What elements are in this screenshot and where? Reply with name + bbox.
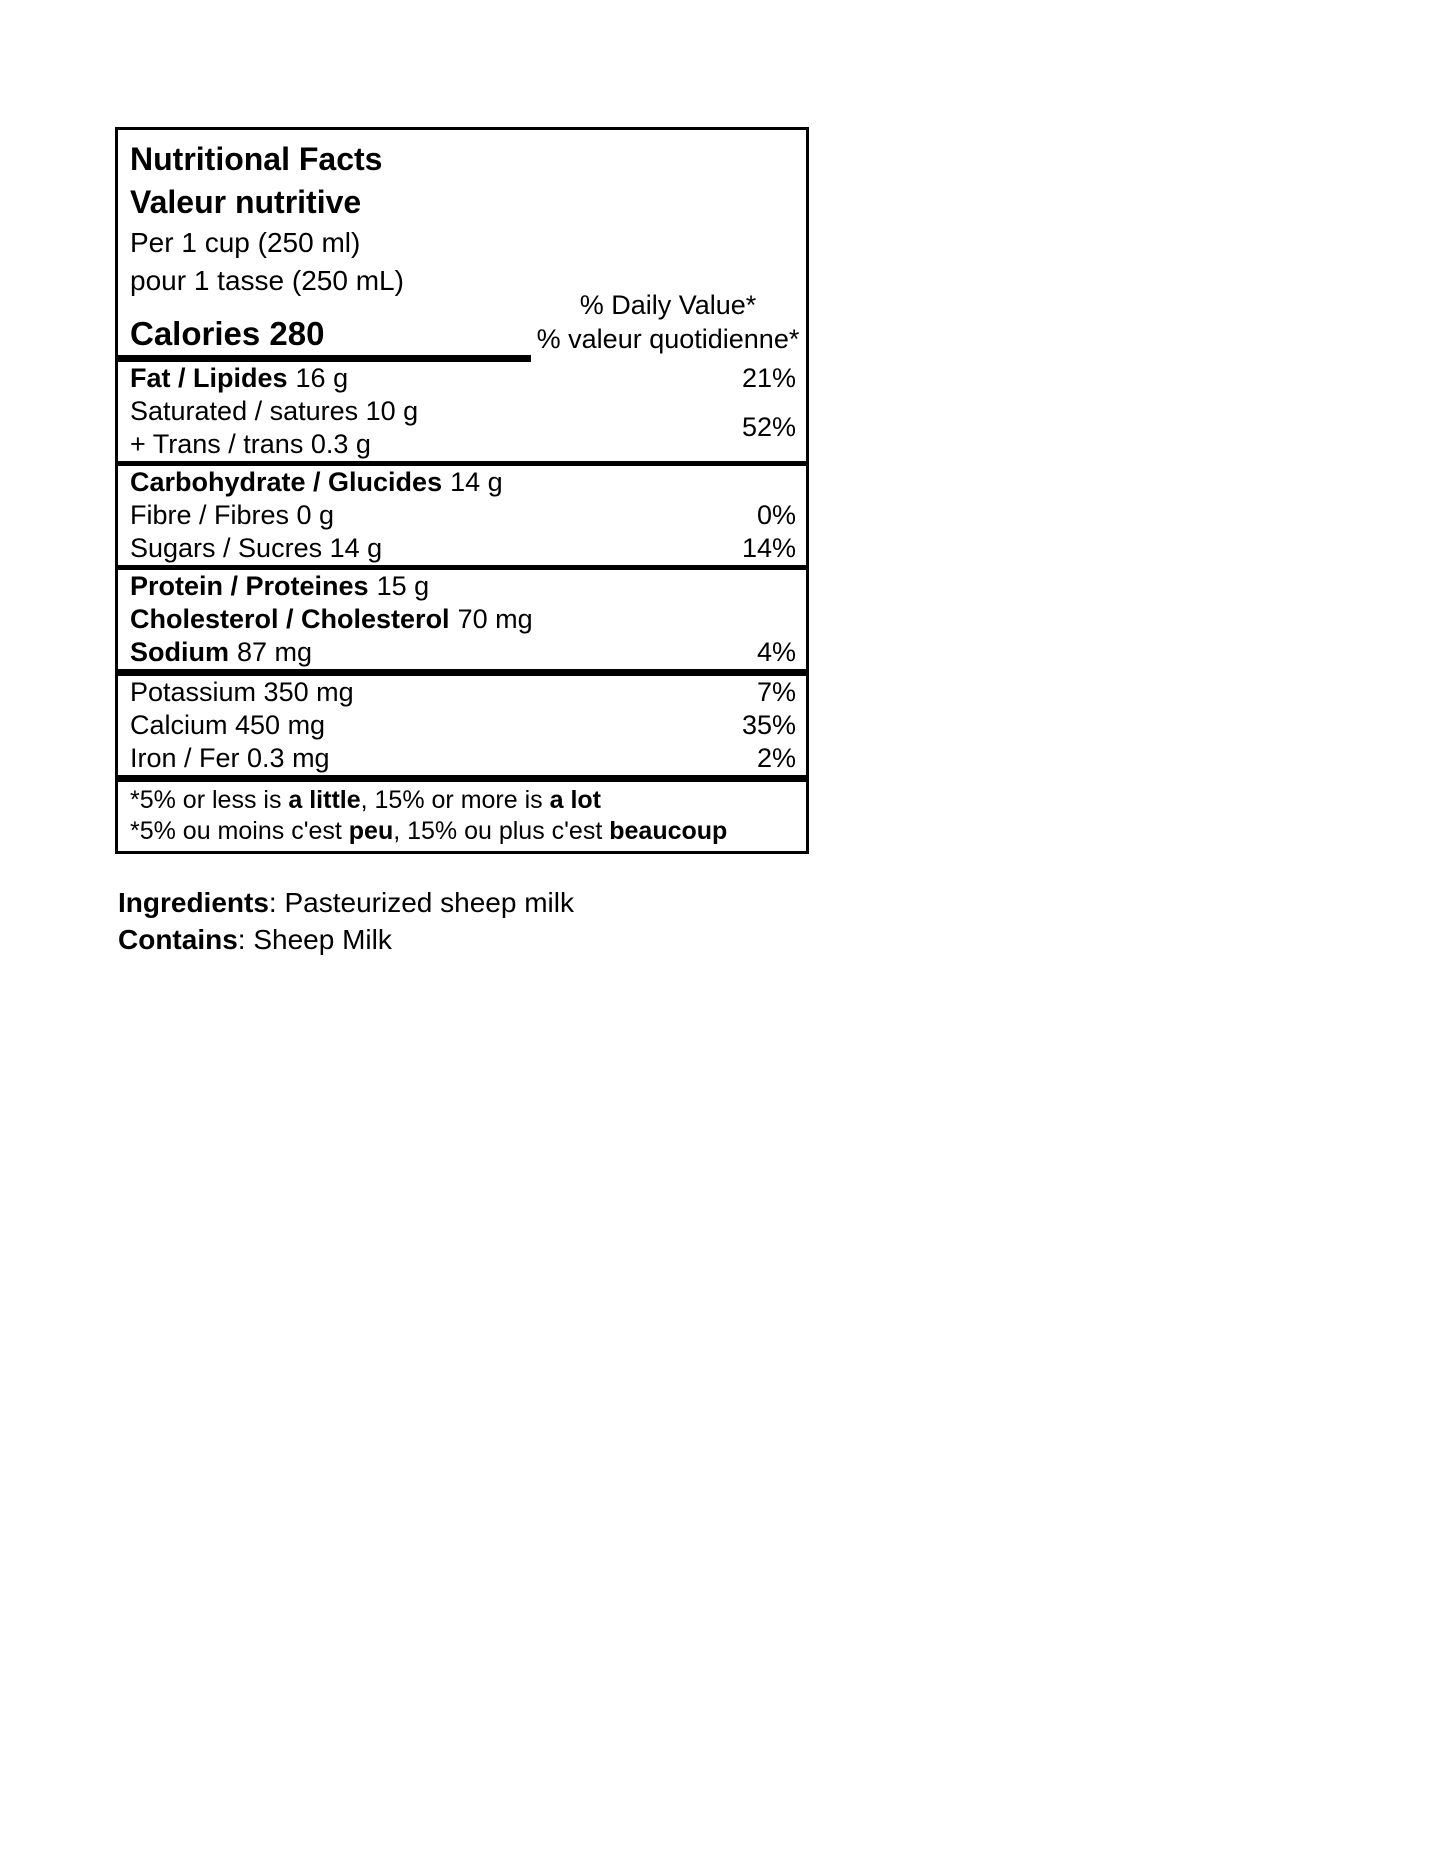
- contains-label: Contains: [118, 924, 238, 955]
- nutrient-label: [130, 532, 382, 565]
- ingredients-block: [118, 884, 574, 958]
- nutrient-amount: Potassium 350 mg: [130, 677, 354, 707]
- nutrient-amount: + Trans / trans 0.3 g: [130, 429, 371, 459]
- section-footnote: [118, 775, 806, 851]
- nutrient-row-protein: [118, 570, 806, 603]
- nutrient-label: [130, 499, 334, 532]
- nutrient-row-calcium: [118, 709, 806, 742]
- ingredients-label: Ingredients: [118, 887, 269, 918]
- daily-value-header-en: % Daily Value*: [579, 290, 757, 320]
- nutrient-row-sugars: [118, 532, 806, 565]
- label-header: [118, 130, 806, 362]
- calories-row: Calories 280: [130, 315, 325, 352]
- footnote-text: , 15% ou plus c'est: [393, 817, 610, 845]
- nutrient-label: [130, 395, 418, 428]
- section-minerals: [118, 669, 806, 775]
- nutrition-facts-label: [115, 127, 809, 854]
- dv-value-sugars: 14%: [741, 533, 796, 563]
- nutrient-name: Sodium: [130, 637, 229, 667]
- nutrient-amount: Saturated / satures 10 g: [130, 396, 419, 426]
- section-carbohydrate: [118, 461, 806, 565]
- nutrient-label: [130, 466, 503, 499]
- daily-value-header: [523, 288, 813, 356]
- nutrient-amount: 14 g: [450, 467, 503, 497]
- nutrient-amount: Calcium 450 mg: [130, 710, 326, 740]
- nutrient-amount: Iron / Fer 0.3 mg: [130, 743, 330, 773]
- dv-value-fibre: 0%: [756, 500, 796, 530]
- nutrient-row-fibre: [118, 499, 806, 532]
- footnote-text: *5% ou moins c'est: [130, 817, 349, 845]
- nutrient-row-fat: [118, 362, 806, 395]
- nutrient-amount: Sugars / Sucres 14 g: [130, 533, 383, 563]
- nutrient-amount: 87 mg: [237, 637, 313, 667]
- dv-value-calcium: 35%: [741, 710, 796, 740]
- nutrient-label: [130, 709, 325, 742]
- nutrient-row-trans: [118, 428, 806, 461]
- ingredients-line: [118, 884, 574, 921]
- nutrient-name: Fat / Lipides: [130, 363, 288, 393]
- footnote-fr: [130, 816, 794, 847]
- nutrient-row-iron: [118, 742, 806, 775]
- nutrient-amount: Fibre / Fibres 0 g: [130, 500, 335, 530]
- footnote-en: [130, 785, 794, 816]
- nutrient-amount: 15 g: [376, 571, 430, 601]
- nutrient-amount: 70 mg: [457, 604, 533, 634]
- nutrient-label: [130, 742, 330, 775]
- nutrient-amount: 16 g: [295, 363, 349, 393]
- nutrient-label: [130, 570, 429, 603]
- dv-value-fat: 21%: [741, 363, 796, 393]
- nutrient-label: [130, 428, 371, 461]
- dv-value-potassium: 7%: [756, 677, 796, 707]
- serving-size-en: Per 1 cup (250 ml): [130, 227, 361, 258]
- nutrient-label: [130, 636, 312, 669]
- footnote-text: *5% or less is: [130, 786, 289, 814]
- label-title-en: Nutritional Facts: [130, 141, 383, 177]
- dv-value-iron: 2%: [756, 743, 796, 773]
- footnote-text: beaucoup: [609, 817, 728, 845]
- calories-rule: [118, 355, 531, 362]
- contains-line: [118, 921, 574, 958]
- nutrient-label: [130, 603, 533, 636]
- section-fat: [118, 362, 806, 461]
- contains-value: : Sheep Milk: [237, 924, 392, 955]
- footnote-text: peu: [348, 817, 394, 845]
- nutrient-row-cholesterol: [118, 603, 806, 636]
- nutrient-name: Carbohydrate / Glucides: [130, 467, 443, 497]
- nutrient-name: Cholesterol / Cholesterol: [130, 604, 450, 634]
- section-protein: [118, 565, 806, 669]
- dv-value-sodium: 4%: [756, 637, 796, 667]
- nutrient-label: [130, 676, 354, 709]
- ingredients-value: : Pasteurized sheep milk: [268, 887, 574, 918]
- serving-size-fr: pour 1 tasse (250 mL): [130, 265, 404, 296]
- nutrient-row-saturated: [118, 395, 806, 428]
- footnote-text: a lot: [549, 786, 601, 814]
- daily-value-header-fr: % valeur quotidienne*: [536, 324, 800, 354]
- nutrient-name: Protein / Proteines: [130, 571, 369, 601]
- footnote-text: a little: [288, 786, 361, 814]
- label-title-fr: Valeur nutritive: [130, 184, 362, 220]
- nutrient-row-potassium: [118, 676, 806, 709]
- nutrient-label: [130, 362, 348, 395]
- footnote-text: , 15% or more is: [360, 786, 550, 814]
- dv-value-saturated-trans: 52%: [741, 412, 796, 442]
- nutrient-row-carbohydrate: [118, 466, 806, 499]
- nutrient-row-sodium: [118, 636, 806, 669]
